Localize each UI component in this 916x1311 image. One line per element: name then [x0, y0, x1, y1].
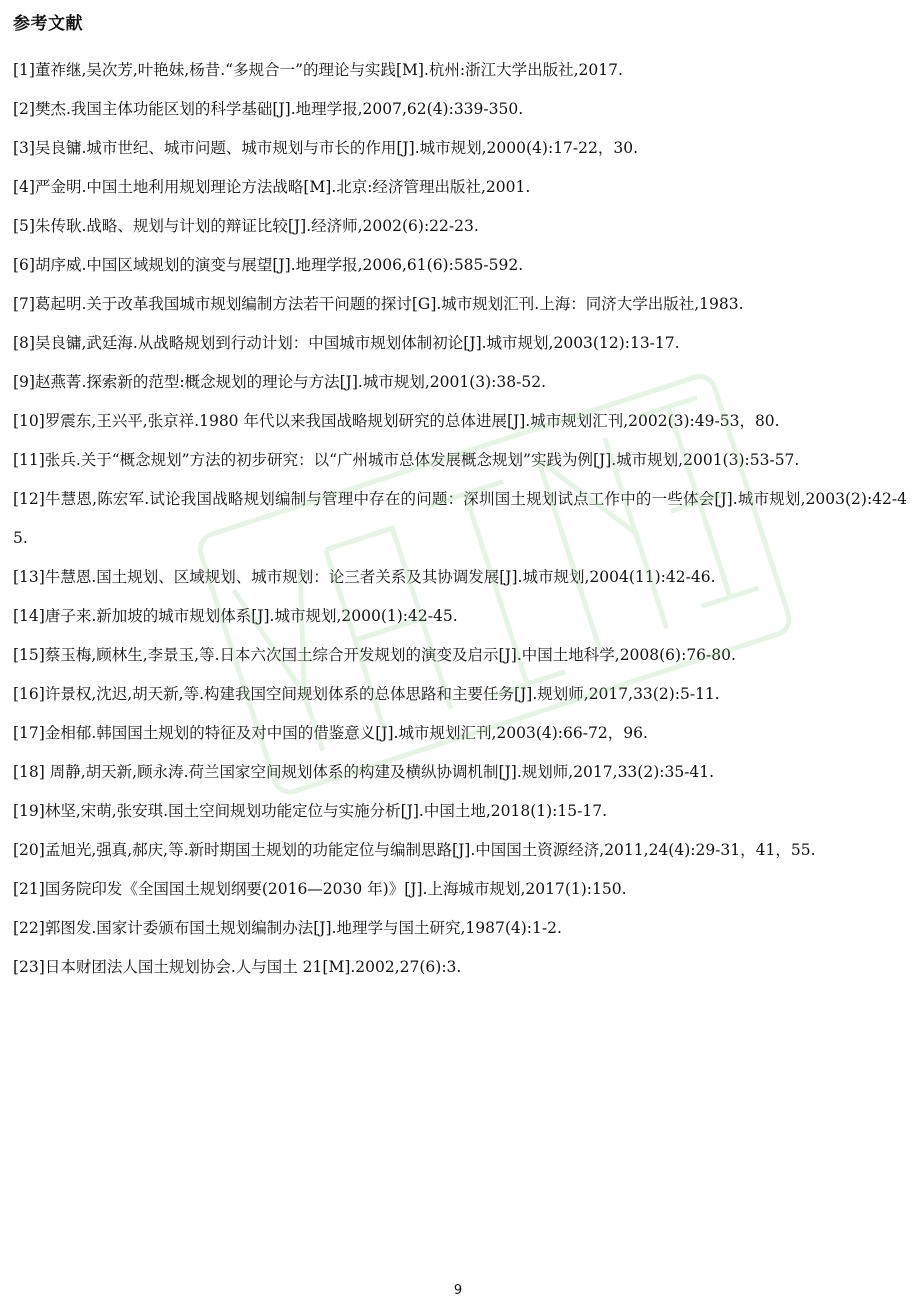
reference-item: [15]蔡玉梅,顾林生,李景玉,等.日本六次国土综合开发规划的演变及启示[J].中国土地科学,2008(6):76-80. — [13, 646, 736, 664]
reference-item: [17]金相郁.韩国国土规划的特征及对中国的借鉴意义[J].城市规划汇刊,2003(4):66-72，96. — [13, 724, 648, 742]
references-heading: 参考文献 — [13, 14, 83, 34]
reference-item: [8]吴良镛,武廷海.从战略规划到行动计划：中国城市规划体制初论[J].城市规划,2003(12):13-17. — [13, 334, 680, 352]
reference-item: [13]牛慧恩.国土规划、区域规划、城市规划：论三者关系及其协调发展[J].城市规划,2004(11):42-46. — [13, 568, 716, 586]
reference-item: [11]张兵.关于“概念规划”方法的初步研究：以“广州城市总体发展概念规划”实践为例[J].城市规划,2001(3):53-57. — [13, 451, 800, 469]
reference-item: [3]吴良镛.城市世纪、城市问题、城市规划与市长的作用[J].城市规划,2000(4):17-22，30. — [13, 139, 639, 157]
page-number: 9 — [453, 1283, 463, 1298]
reference-list — [13, 51, 907, 987]
reference-item: [23]日本财团法人国土规划协会.人与国土 21[M].2002,27(6):3. — [13, 958, 462, 976]
reference-item: [6]胡序威.中国区域规划的演变与展望[J].地理学报,2006,61(6):585-592. — [13, 256, 524, 274]
reference-item: [7]葛起明.关于改革我国城市规划编制方法若干问题的探讨[G].城市规划汇刊.上海：同济大学出版社,1983. — [13, 295, 744, 313]
reference-item: [12]牛慧恩,陈宏军.试论我国战略规划编制与管理中存在的问题：深圳国土规划试点工作中的一些体会[J].城市规划,2003(2):42-45. — [13, 490, 907, 547]
reference-item: [18] 周静,胡天新,顾永涛.荷兰国家空间规划体系的构建及横纵协调机制[J].规划师,2017,33(2):35-41. — [13, 763, 715, 781]
reference-item: [22]郭图发.国家计委颁布国土规划编制办法[J].地理学与国土研究,1987(4):1-2. — [13, 919, 562, 937]
reference-item: [1]董祚继,吴次芳,叶艳妹,杨昔.“多规合一”的理论与实践[M].杭州:浙江大学出版社,2017. — [13, 61, 623, 79]
reference-item: [14]唐子来.新加坡的城市规划体系[J].城市规划,2000(1):42-45. — [13, 607, 458, 625]
reference-item: [16]许景权,沈迟,胡天新,等.构建我国空间规划体系的总体思路和主要任务[J].规划师,2017,33(2):5-11. — [13, 685, 720, 703]
reference-item: [21]国务院印发《全国国土规划纲要(2016—2030 年)》[J].上海城市规划,2017(1):150. — [13, 880, 627, 898]
reference-item: [10]罗震东,王兴平,张京祥.1980 年代以来我国战略规划研究的总体进展[J].城市规划汇刊,2002(3):49-53，80. — [13, 412, 780, 430]
reference-item: [5]朱传耿.战略、规划与计划的辩证比较[J].经济师,2002(6):22-23. — [13, 217, 479, 235]
reference-item: [19]林坚,宋萌,张安琪.国土空间规划功能定位与实施分析[J].中国土地,2018(1):15-17. — [13, 802, 607, 820]
reference-item: [9]赵燕菁.探索新的范型:概念规划的理论与方法[J].城市规划,2001(3):38-52. — [13, 373, 547, 391]
reference-item: [20]孟旭光,强真,郝庆,等.新时期国土规划的功能定位与编制思路[J].中国国土资源经济,2011,24(4):29-31，41，55. — [13, 841, 816, 859]
reference-item: [2]樊杰.我国主体功能区划的科学基础[J].地理学报,2007,62(4):339-350. — [13, 100, 524, 118]
reference-item: [4]严金明.中国土地利用规划理论方法战略[M].北京:经济管理出版社,2001. — [13, 178, 531, 196]
